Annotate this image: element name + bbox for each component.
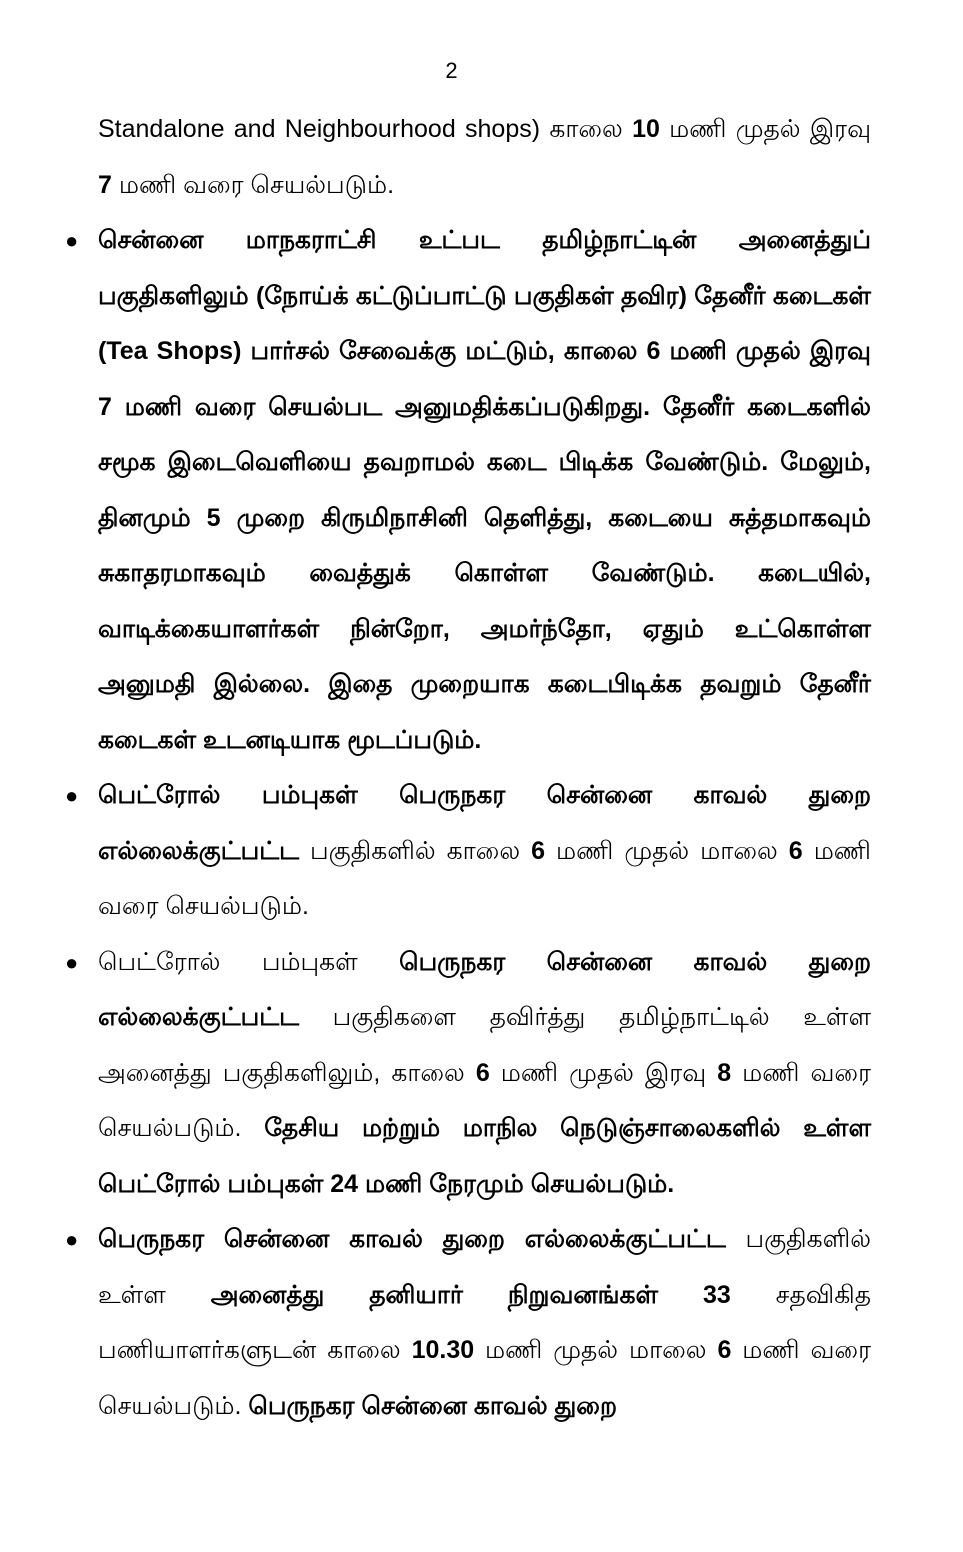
petrol-outside-text: மணி வரை செயல்படும். bbox=[98, 1058, 871, 1142]
private-companies-text bbox=[658, 1281, 703, 1309]
intro-hour-to: 7 bbox=[98, 170, 112, 199]
list-item-tea-shops bbox=[65, 213, 871, 768]
petrol-chennai-hour: 6 bbox=[788, 836, 803, 865]
petrol-outside-hour: 6 bbox=[475, 1058, 490, 1087]
list-item-petrol-chennai bbox=[65, 768, 871, 935]
list-item-private-companies bbox=[65, 1212, 872, 1434]
private-companies-paragraph bbox=[98, 1212, 871, 1434]
list-item-petrol-outside-chennai bbox=[65, 935, 872, 1213]
bullet-icon: ● bbox=[65, 783, 79, 808]
document-body bbox=[65, 102, 872, 1434]
petrol-outside-text: மணி முதல் இரவு bbox=[489, 1058, 718, 1087]
intro-text: காலை bbox=[540, 115, 633, 143]
petrol-outside-bold: பெருநகர சென்னை காவல் துறை எல்லைக்குட்பட்ட bbox=[98, 947, 872, 1031]
petrol-chennai-bold: பெட்ரோல் பம்புகள் பெருநகர சென்னை காவல் துறை எல்லைக்குட்பட்ட bbox=[98, 781, 871, 865]
petrol-chennai-text: மணி வரை செயல்படும். bbox=[98, 836, 871, 920]
bullet-icon: ● bbox=[65, 949, 79, 975]
private-companies-hour: 10.30 bbox=[411, 1336, 475, 1364]
page-number: 2 bbox=[445, 58, 458, 83]
petrol-chennai-text: பகுதிகளில் காலை bbox=[299, 836, 532, 865]
intro-paragraph bbox=[98, 102, 871, 213]
intro-text: மணி வரை செயல்படும். bbox=[111, 170, 395, 199]
petrol-outside-text: பகுதிகளை தவிர்த்து தமிழ்நாட்டில் உள்ள அனைத்து பகுதிகளிலும், காலை bbox=[98, 1003, 871, 1087]
bullet-icon: ● bbox=[65, 228, 79, 253]
tea-shops-paragraph: சென்னை மாநகராட்சி உட்பட தமிழ்நாட்டின் அனைத்துப் பகுதிகளிலும் (நோய்க் கட்டுப்பாட்டு பகுதிகள் தவிர) தேனீர் கடைகள் (Tea Shops) பார்சல் சேவைக்கு மட்டும், காலை 6 மணி முதல் இரவு 7 மணி வரை செயல்பட அனுமதிக்கப்படுகிறது. தேனீர் கடைகளில் சமூக இடைவெளியை தவறாமல் கடை பிடிக்க வேண்டும். மேலும், தினமும் 5 முறை கிருமிநாசினி தெளித்து, கடையை சுத்தமாகவும் சுகாதரமாகவும் வைத்துக் கொள்ள வேண்டும். கடையில், வாடிக்கையாளர்கள் நின்றோ, அமர்ந்தோ, ஏதும் உட்கொள்ள அனுமதி இல்லை. இதை முறையாக கடைபிடிக்க தவறும் தேனீர் கடைகள் உடனடியாக மூடப்படும். bbox=[98, 226, 871, 754]
private-companies-text: பகுதிகளில் உள்ள bbox=[98, 1225, 872, 1309]
private-companies-text: மணி முதல் மாலை bbox=[474, 1336, 718, 1364]
private-companies-bold: பெருநகர சென்னை காவல் துறை bbox=[248, 1391, 617, 1420]
private-companies-text: மணி வரை செயல்படும். bbox=[98, 1336, 871, 1420]
intro-text: மணி முதல் இரவு bbox=[659, 115, 871, 143]
private-companies-bold: பெருநகர சென்னை காவல் துறை எல்லைக்குட்பட்ட bbox=[98, 1225, 726, 1253]
bullet-icon: ● bbox=[65, 1227, 79, 1252]
private-companies-percent: 33 bbox=[702, 1280, 731, 1309]
private-companies-text: சதவிகித பணியாளர்களுடன் காலை bbox=[98, 1280, 871, 1364]
petrol-chennai-paragraph bbox=[98, 768, 871, 935]
private-companies-hour: 6 bbox=[717, 1336, 732, 1364]
intro-text-en: Standalone and Neighbourhood shops) bbox=[98, 115, 541, 143]
intro-hour-from: 10 bbox=[632, 115, 660, 143]
petrol-chennai-text: மணி முதல் மாலை bbox=[545, 836, 789, 865]
highway-petrol-bold: தேசிய மற்றும் மாநில நெடுஞ்சாலைகளில் உள்ள பெட்ரோல் பம்புகள் 24 மணி நேரமும் செயல்படும். bbox=[98, 1114, 871, 1198]
private-companies-bold: அனைத்து தனியார் நிறுவனங்கள் bbox=[210, 1280, 659, 1309]
petrol-chennai-hour: 6 bbox=[531, 836, 545, 865]
petrol-outside-hour: 8 bbox=[717, 1058, 732, 1087]
petrol-outside-text: பெட்ரோல் பம்புகள் bbox=[98, 947, 400, 976]
petrol-outside-paragraph bbox=[98, 935, 871, 1213]
